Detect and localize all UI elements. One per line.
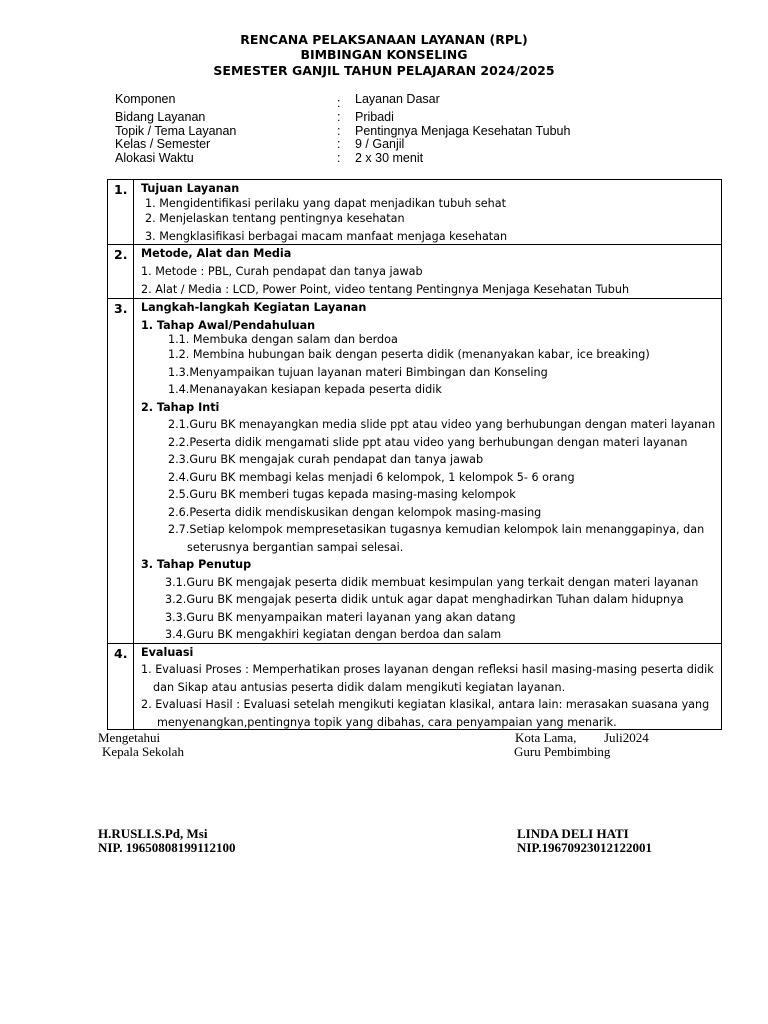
sign-right-name: LINDA DELI HATI [517,826,629,841]
info-label: Alokasi Waktu [115,151,194,165]
section-number: 1. [114,182,128,197]
list-item: 3.2.Guru BK mengajak peserta didik untuk agar dapat menghadirkan Tuhan dalam hidupnya [165,593,684,606]
list-item: 2.2.Peserta didik mengamati slide ppt atau video yang berhubungan dengan materi layanan [168,436,688,449]
section-number: 2. [114,247,128,262]
section-title: Langkah-langkah Kegiatan Layanan [141,301,367,314]
info-sep: : [337,124,341,138]
list-item: 1.4.Menanayakan kesiapan kepada peserta didik [168,383,442,396]
section-number: 3. [114,301,128,316]
info-label: Bidang Layanan [115,110,206,124]
subsection-title: 1. Tahap Awal/Pendahuluan [141,319,316,332]
list-item: 1. Metode : PBL, Curah pendapat dan tanya jawab [141,265,423,278]
list-item: 3. Mengklasifikasi berbagai macam manfaat menjaga kesehatan [145,230,508,243]
doc-title: RENCANA PELAKSANAAN LAYANAN (RPL) [240,32,528,47]
list-item: 1.3.Menyampaikan tujuan layanan materi Bimbingan dan Konseling [168,366,548,379]
subsection-title: 3. Tahap Penutup [141,558,252,571]
list-item: 2. Menjelaskan tentang pentingnya kesehatan [145,212,405,225]
table-row-divider [107,643,722,644]
list-item: 2.6.Peserta didik mendiskusikan dengan kelompok masing-masing [168,506,542,519]
list-item: 2.4.Guru BK membagi kelas menjadi 6 kelompok, 1 kelompok 5- 6 orang [168,471,575,484]
info-sep: : [337,151,341,165]
section-title: Metode, Alat dan Media [141,247,292,260]
list-item: 1. Mengidentifikasi perilaku yang dapat menjadikan tubuh sehat [145,197,507,210]
list-item: 1. Evaluasi Proses : Memperhatikan proses layanan dengan refleksi hasil masing-masing peserta didik [141,663,714,676]
list-item: menyenangkan,pentingnya topik yang dibahas, cara penyampaian yang menarik. [157,716,617,729]
info-value: Pentingnya Menjaga Kesehatan Tubuh [355,124,571,138]
sign-left-label: Mengetahui [98,730,161,745]
info-label: Komponen [115,92,176,106]
info-sep: : [337,110,341,124]
info-label: Topik / Tema Layanan [115,124,237,138]
sign-left-nip: NIP. 19650808199112100 [98,840,236,855]
doc-semester: SEMESTER GANJIL TAHUN PELAJARAN 2024/2025 [213,63,555,78]
subsection-title: 2. Tahap Inti [141,401,220,414]
info-sep: : [337,137,341,151]
sign-right-place: Kota Lama, [515,730,577,745]
sign-right-nip: NIP.19670923012122001 [517,840,652,855]
sign-left-role: Kepala Sekolah [102,744,184,759]
info-value: 2 x 30 menit [355,151,424,165]
sign-right-role: Guru Pembimbing [514,744,611,759]
list-item: 2.1.Guru BK menayangkan media slide ppt atau video yang berhubungan dengan materi layanan [168,418,716,431]
info-label: Kelas / Semester [115,137,211,151]
doc-subtitle: BIMBINGAN KONSELING [300,47,468,62]
section-title: Tujuan Layanan [141,182,240,195]
table-row-divider [107,244,722,245]
info-value: 9 / Ganjil [355,137,405,151]
list-item: 3.1.Guru BK mengajak peserta didik membuat kesimpulan yang terkait dengan materi layanan [165,576,699,589]
list-item: 2.5.Guru BK memberi tugas kepada masing-masing kelompok [168,488,516,501]
table-column-divider [133,179,134,730]
info-value: Layanan Dasar [355,92,440,106]
info-sep: : [337,96,341,110]
list-item: 2. Evaluasi Hasil : Evaluasi setelah mengikuti kegiatan klasikal, antara lain: merasakan suasana yang [141,698,710,711]
list-item: seterusnya bergantian sampai selesai. [187,541,404,554]
list-item: dan Sikap atau antusias peserta didik dalam mengikuti kegiatan layanan. [153,681,566,694]
section-number: 4. [114,646,128,661]
list-item: 2.7.Setiap kelompok mempresetasikan tugasnya kemudian kelompok lain menanggapinya, dan [168,523,705,536]
section-title: Evaluasi [141,646,194,659]
info-value: Pribadi [355,110,394,124]
list-item: 1.1. Membuka dengan salam dan berdoa [168,333,398,346]
list-item: 3.3.Guru BK menyampaikan materi layanan yang akan datang [165,611,516,624]
sign-left-name: H.RUSLI.S.Pd, Msi [98,826,208,841]
table-row-divider [107,298,722,299]
list-item: 3.4.Guru BK mengakhiri kegiatan dengan berdoa dan salam [165,628,502,641]
list-item: 2. Alat / Media : LCD, Power Point, video tentang Pentingnya Menjaga Kesehatan Tubuh [141,283,630,296]
sign-right-date: Juli2024 [604,730,649,745]
list-item: 2.3.Guru BK mengajak curah pendapat dan tanya jawab [168,453,484,466]
list-item: 1.2. Membina hubungan baik dengan peserta didik (menanyakan kabar, ice breaking) [168,348,650,361]
